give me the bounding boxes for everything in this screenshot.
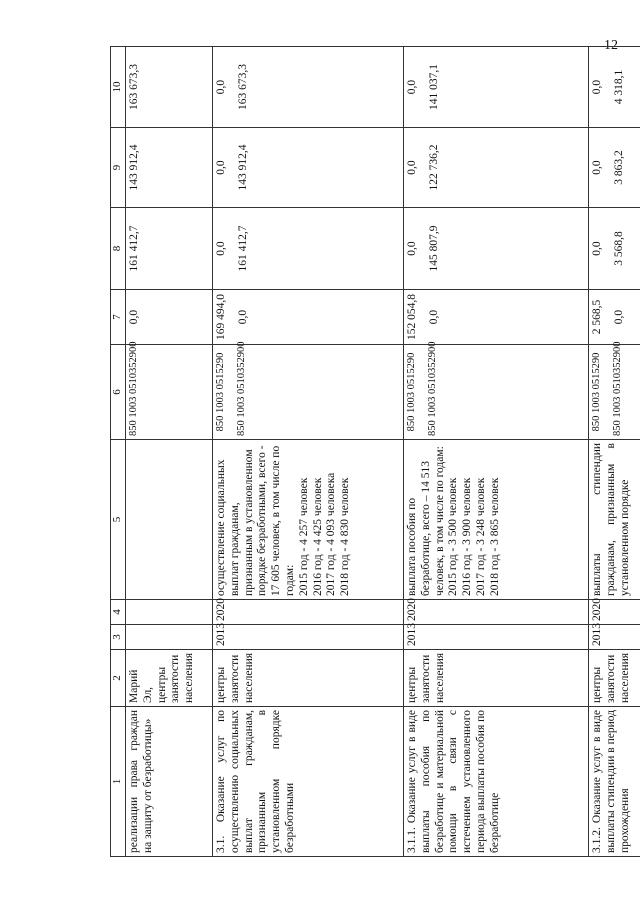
cell-executor: Марий Эл, центры занятости населения (126, 650, 213, 707)
table-row (589, 47, 640, 857)
header-col-10: 10 (111, 47, 126, 128)
program-table (110, 46, 640, 857)
result-text: осуществление социальных выплат гражданам, признанным в установленном порядке безработными, всего - 17 605 человек, в том числе по годам: (215, 445, 296, 596)
header-col-7: 7 (111, 290, 126, 345)
cell-budget-code: 850 1003 0515290 850 1003 0510352900 (404, 345, 589, 440)
result-year-line: 2016 год - 3 900 человек (461, 477, 474, 596)
result-year-line: 2017 год - 4 093 человека (325, 472, 338, 596)
cell-amount-10: 163 673,3 (126, 47, 213, 128)
cell-amount-7: 152 054,8 0,0 (404, 290, 589, 345)
cell-amount-9: 0,0 122 736,2 (404, 128, 589, 208)
cell-budget-code: 850 1003 0515290 850 1003 0510352900 (589, 345, 640, 440)
result-year-line: 2017 год - 3 248 человек (474, 477, 487, 596)
result-text: выплата пособия по безработице, всего – 14 513 человек, в том числе по годам: (406, 446, 446, 596)
cell-activity: 3.1. Оказание услуг по осуществлению социальных выплат гражданам, признанным в установленном порядке безработными (213, 707, 404, 857)
cell-amount-8: 0,0 3 568,8 (589, 208, 640, 290)
cell-amount-7: 0,0 (126, 290, 213, 345)
cell-start-year: 2013 (404, 625, 589, 650)
cell-amount-9: 143 912,4 (126, 128, 213, 208)
cell-end-year: 2020 (589, 600, 640, 625)
cell-amount-8: 161 412,7 (126, 208, 213, 290)
cell-result: выплаты стипендии гражданам, признанным в установленном порядке (589, 440, 640, 600)
cell-amount-9: 0,0 3 863,2 (589, 128, 640, 208)
header-col-3: 3 (111, 625, 126, 650)
cell-amount-8: 0,0 161 412,7 (213, 208, 404, 290)
cell-executor: центры занятости населения (404, 650, 589, 707)
header-col-4: 4 (111, 600, 126, 625)
result-year-line: 2018 год - 3 865 человек (488, 477, 501, 596)
cell-amount-10: 0,0 4 318,1 (589, 47, 640, 128)
cell-result (126, 440, 213, 600)
table-row (404, 47, 589, 857)
table-row (213, 47, 404, 857)
cell-activity: реализации права граждан на защиту от безработицы» (126, 707, 213, 857)
result-year-line: 2018 год - 4 830 человек (339, 477, 352, 596)
cell-amount-9: 0,0 143 912,4 (213, 128, 404, 208)
cell-amount-8: 0,0 145 807,9 (404, 208, 589, 290)
header-col-1: 1 (111, 707, 126, 857)
cell-amount-10: 0,0 141 037,1 (404, 47, 589, 128)
header-row (111, 47, 126, 857)
cell-start-year (126, 625, 213, 650)
cell-end-year (126, 600, 213, 625)
cell-executor: центры занятости населения (589, 650, 640, 707)
header-col-8: 8 (111, 208, 126, 290)
cell-result (213, 440, 404, 600)
header-col-6: 6 (111, 345, 126, 440)
cell-budget-code: 850 1003 0510352900 (126, 345, 213, 440)
table-row (126, 47, 213, 857)
cell-amount-7: 2 568,5 0,0 (589, 290, 640, 345)
cell-executor: центры занятости населения (213, 650, 404, 707)
header-col-9: 9 (111, 128, 126, 208)
result-year-line: 2016 год - 4 425 человек (311, 477, 324, 596)
header-col-5: 5 (111, 440, 126, 600)
rotated-table-container (110, 47, 631, 857)
result-year-line: 2015 год - 4 257 человек (297, 477, 310, 596)
page-number: 12 (604, 38, 618, 53)
cell-result (404, 440, 589, 600)
cell-end-year: 2020 (213, 600, 404, 625)
cell-start-year: 2013 (589, 625, 640, 650)
cell-activity: 3.1.1. Оказание услуг в виде выплаты пособия по безработице и материальной помощи в связи с истечением установленного периода выплаты пособия по безработице (404, 707, 589, 857)
header-col-2: 2 (111, 650, 126, 707)
cell-amount-10: 0,0 163 673,3 (213, 47, 404, 128)
cell-start-year: 2013 (213, 625, 404, 650)
result-year-line: 2015 год - 3 500 человек (447, 477, 460, 596)
cell-budget-code: 850 1003 0515290 850 1003 0510352900 (213, 345, 404, 440)
cell-end-year: 2020 (404, 600, 589, 625)
cell-activity: 3.1.2. Оказание услуг в виде выплаты стипендии в период прохождения (589, 707, 640, 857)
cell-amount-7: 169 494,0 0,0 (213, 290, 404, 345)
